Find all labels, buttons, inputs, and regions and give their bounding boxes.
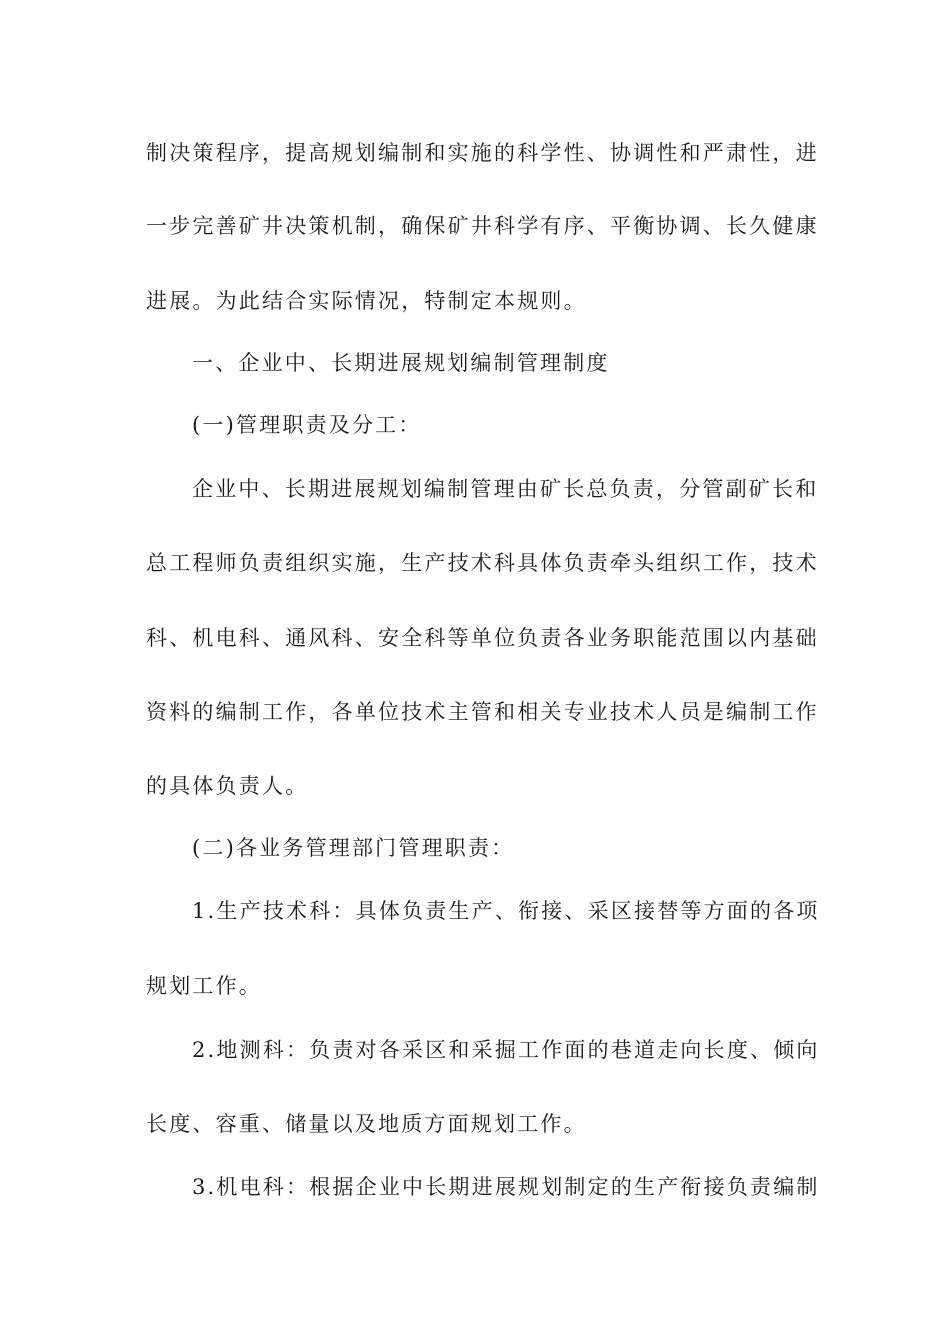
paragraph-line-2: 一步完善矿井决策机制，确保矿井科学有序、平衡协调、长久健康: [146, 214, 819, 238]
section-heading: 一、企业中、长期进展规划编制管理制度: [192, 351, 610, 375]
list-item-1-line-2: 规划工作。: [146, 974, 262, 998]
subsection-heading-1: (一)管理职责及分工：: [192, 413, 422, 437]
list-item-1-line-1: 1.生产技术科：具体负责生产、衔接、采区接替等方面的各项: [192, 899, 820, 923]
paragraph-line-8: 的具体负责人。: [146, 774, 309, 798]
paragraph-line-4: 企业中、长期进展规划编制管理由矿长总负责，分管副矿长和: [192, 477, 819, 501]
list-item-2-line-1: 2.地测科：负责对各采区和采掘工作面的巷道走向长度、倾向: [192, 1038, 820, 1062]
list-item-3-line-1: 3.机电科：根据企业中长期进展规划制定的生产衔接负责编制: [192, 1175, 820, 1199]
paragraph-line-6: 科、机电科、通风科、安全科等单位负责各业务职能范围以内基础: [146, 626, 819, 650]
paragraph-line-3: 进展。为此结合实际情况，特制定本规则。: [146, 289, 587, 313]
paragraph-line-5: 总工程师负责组织实施，生产技术科具体负责牵头组织工作，技术: [146, 551, 819, 575]
subsection-heading-2: (二)各业务管理部门管理职责：: [192, 836, 515, 860]
paragraph-line-7: 资料的编制工作，各单位技术主管和相关专业技术人员是编制工作: [146, 700, 819, 724]
paragraph-line-1: 制决策程序，提高规划编制和实施的科学性、协调性和严肃性，进: [146, 141, 819, 165]
list-item-2-line-2: 长度、容重、储量以及地质方面规划工作。: [146, 1112, 587, 1136]
